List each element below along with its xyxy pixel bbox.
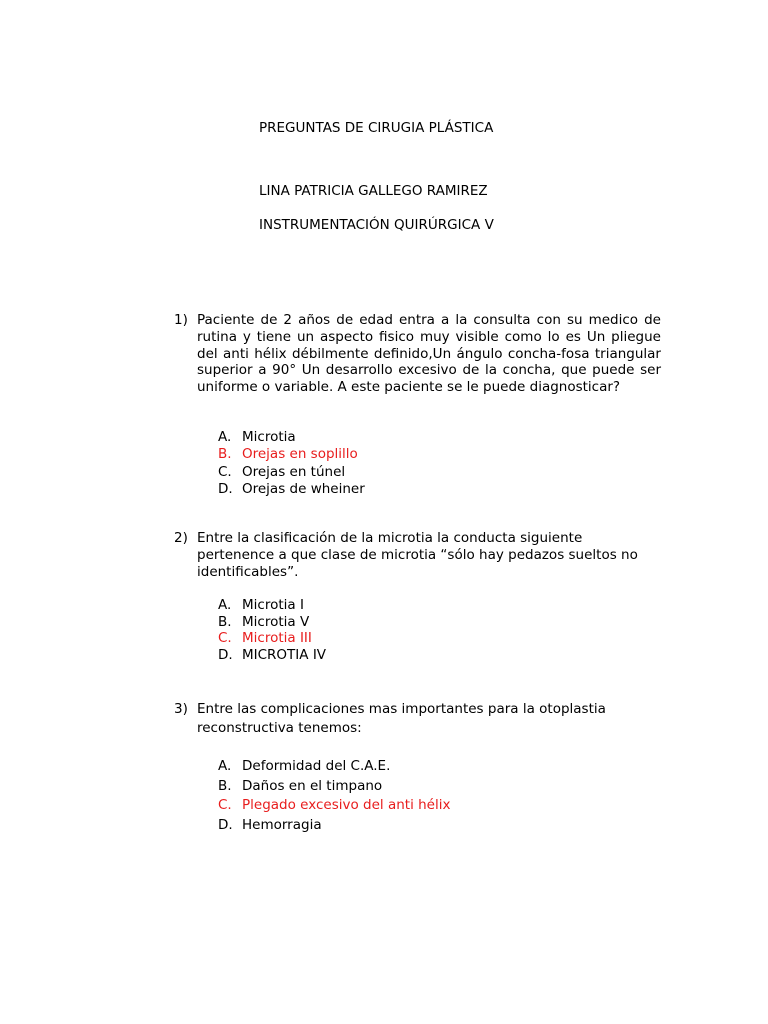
question-number: 3) [174,701,188,717]
author-name: LINA PATRICIA GALLEGO RAMIREZ [259,183,488,199]
option-a: A. Deformidad del C.A.E. [218,758,391,774]
option-c: C. Orejas en túnel [218,463,346,480]
course-name: INSTRUMENTACIÓN QUIRÚRGICA V [259,217,494,233]
options-list-3 [218,757,450,836]
option-d: D. MICROTIA IV [218,647,327,664]
question-text: Paciente de 2 años de edad entra a la consulta con su medico de rutina y tiene un aspecto fisico muy visible como lo es Un pliegue del anti hélix débilmente definido,Un ángulo concha-fosa triangular superior a 90° Un desarrollo excesivo de la concha, que puede ser uniforme o variable. A este paciente se le puede diagnosticar? [197,312,661,396]
question-1 [174,312,661,396]
question-2 [174,530,654,580]
question-number: 1) [174,312,188,328]
option-a: A. Microtia [218,429,296,445]
question-text: Entre las complicaciones mas importantes para la otoplastia reconstructiva tenemos: [197,701,606,736]
option-c: C. Plegado excesivo del anti hélix [218,797,451,814]
option-b: B. Orejas en soplillo [218,446,358,463]
question-number: 2) [174,530,188,546]
question-3 [174,700,644,738]
option-b: B. Daños en el timpano [218,777,383,794]
option-a: A. Microtia I [218,597,304,613]
document-title: PREGUNTAS DE CIRUGIA PLÁSTICA [259,120,494,136]
options-list-1 [218,429,365,498]
option-b: B. Microtia V [218,613,310,630]
option-d: D. Orejas de wheiner [218,480,365,497]
option-d: D. Hemorragia [218,817,322,834]
option-c: C. Microtia III [218,630,312,647]
options-list-2 [218,597,326,664]
question-text: Entre la clasificación de la microtia la conducta siguiente pertenence a que clase de microtia “sólo hay pedazos sueltos no identificables”. [197,530,638,580]
